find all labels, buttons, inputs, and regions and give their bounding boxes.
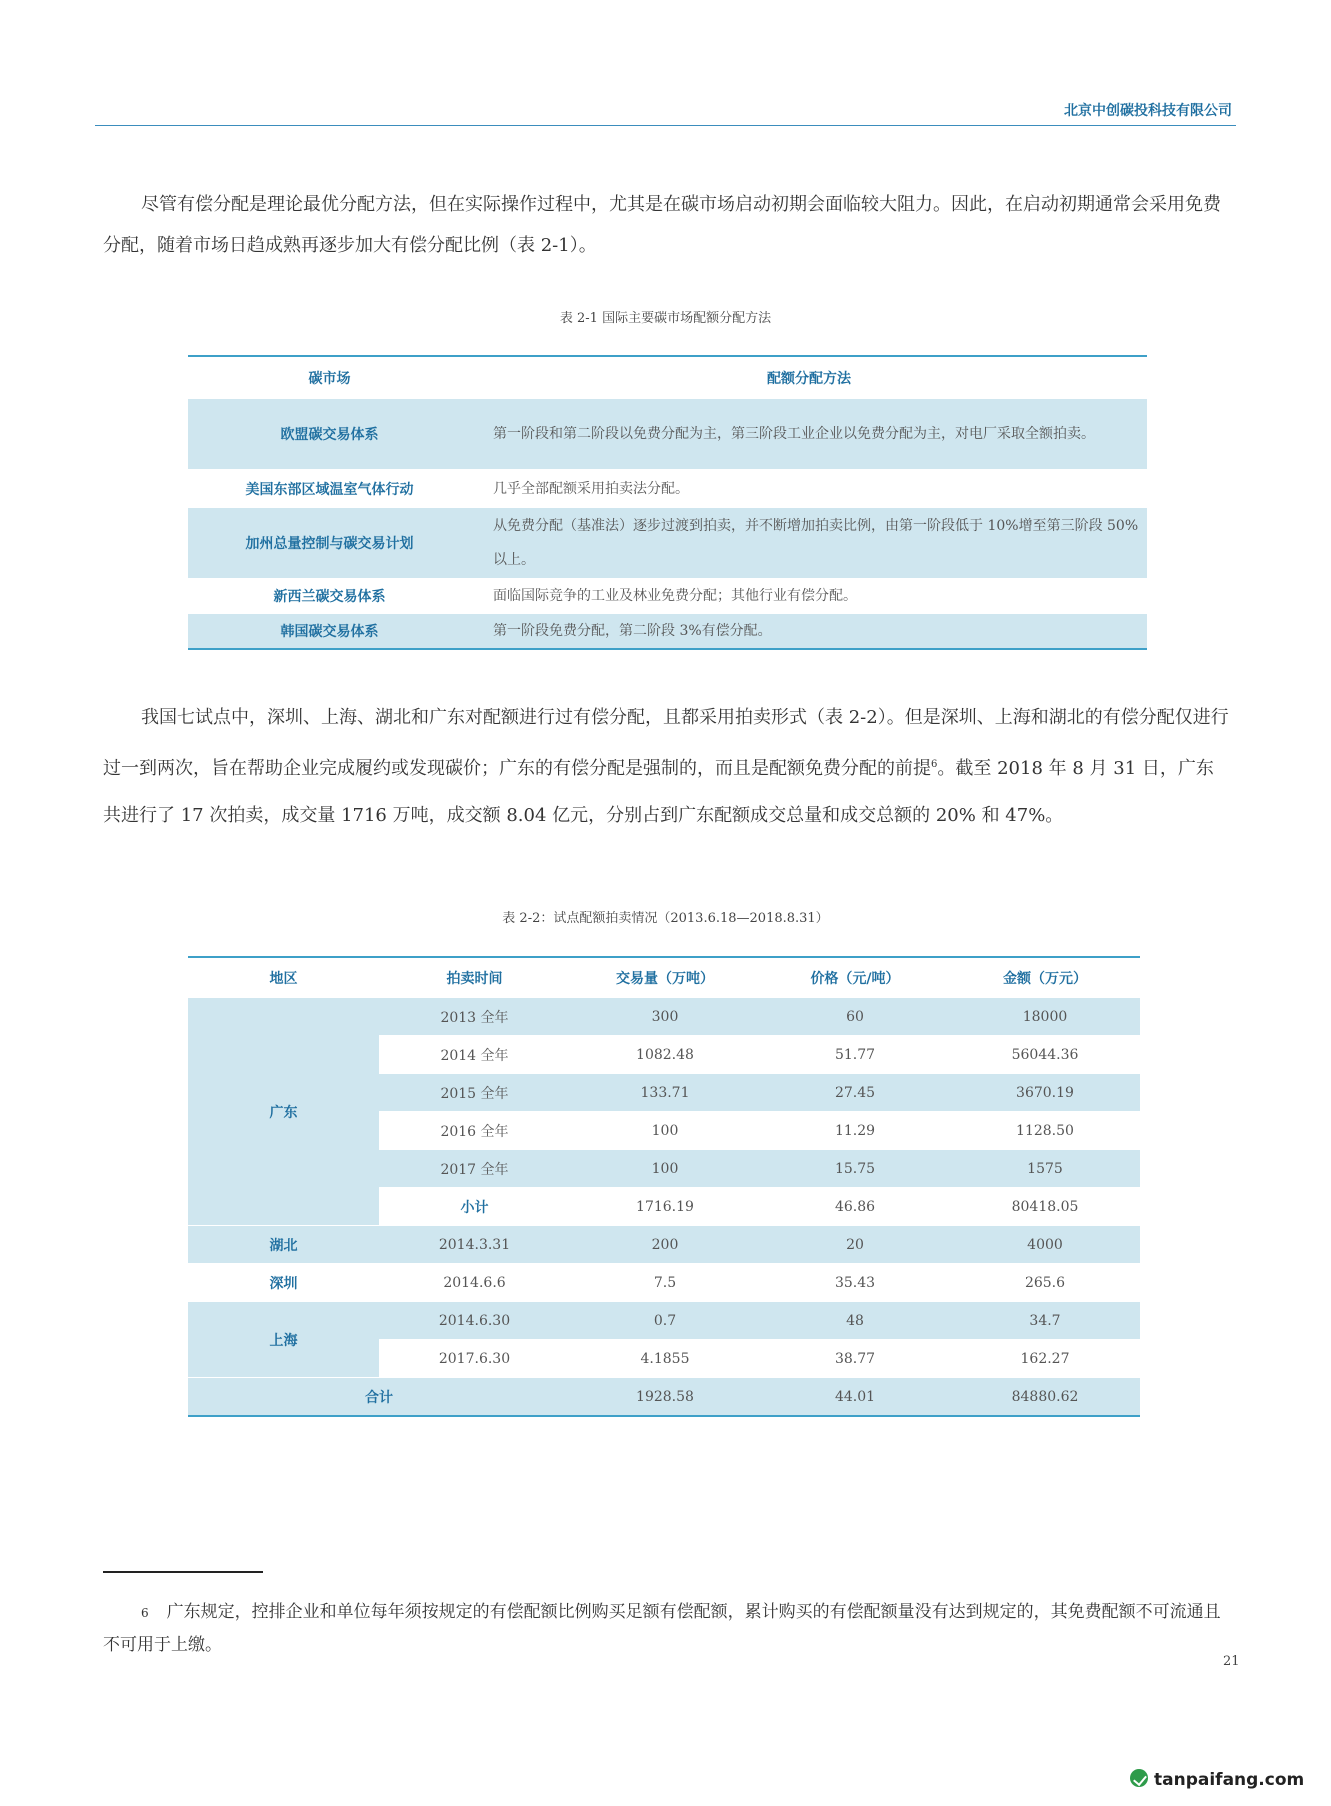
price: 60 — [760, 998, 950, 1036]
footnote-number: 6 — [141, 1606, 149, 1620]
price: 48 — [760, 1302, 950, 1340]
price: 15.75 — [760, 1150, 950, 1188]
allocation-method: 从免费分配（基准法）逐步过渡到拍卖，并不断增加拍卖比例，由第一阶段低于 10%增至第三阶段 50%以上。 — [493, 518, 1139, 568]
price: 27.45 — [760, 1074, 950, 1112]
amount: 34.7 — [950, 1302, 1140, 1340]
paragraph-2-text: 我国七试点中，深圳、上海、湖北和广东对配额进行过有偿分配，且都采用拍卖形式（表 2-2）。但是深圳、上海和湖北的有偿分配仅进行过一到两次，旨在帮助企业完成履约或发现碳价；广东的有偿分配是强制的，而且是配额免费分配的前提 — [103, 707, 1229, 779]
leaf-check-icon — [1130, 1769, 1148, 1787]
table-2-header-price: 价格（元/吨） — [810, 970, 900, 987]
table-2-header-region: 地区 — [269, 970, 298, 987]
market-name: 加州总量控制与碳交易计划 — [245, 536, 414, 552]
table-row — [188, 508, 1147, 579]
amount: 56044.36 — [950, 1036, 1140, 1074]
allocation-method: 面临国际竞争的工业及林业免费分配；其他行业有偿分配。 — [493, 588, 857, 604]
region-hubei: 湖北 — [188, 1226, 379, 1264]
price: 20 — [760, 1226, 950, 1264]
table-row-total — [188, 1378, 1140, 1417]
table-row — [188, 470, 1147, 508]
table-1-header-method: 配额分配方法 — [767, 370, 851, 387]
table-1-caption: 表 2-1 国际主要碳市场配额分配方法 — [559, 311, 772, 326]
company-name: 北京中创碳投科技有限公司 — [1064, 103, 1232, 119]
table-2-header-volume: 交易量（万吨） — [616, 970, 714, 987]
price: 38.77 — [760, 1340, 950, 1378]
auction-time: 2014.3.31 — [379, 1226, 570, 1264]
watermark-text: tanpaifang.com — [1154, 1770, 1305, 1790]
auction-time: 2017 全年 — [379, 1150, 570, 1188]
table-2-header-amount: 金额（万元） — [1003, 970, 1087, 987]
amount: 162.27 — [950, 1340, 1140, 1378]
table-1 — [188, 355, 1147, 650]
market-name: 新西兰碳交易体系 — [273, 589, 386, 605]
footnote-ref: 6 — [931, 759, 938, 770]
footnote — [103, 1596, 1231, 1661]
amount: 3670.19 — [950, 1074, 1140, 1112]
price: 44.01 — [760, 1378, 950, 1417]
footnote-text: 广东规定，控排企业和单位每年须按规定的有偿配额比例购买足额有偿配额，累计购买的有偿配额量没有达到规定的，其免费配额不可流通且不可用于上缴。 — [103, 1602, 1221, 1655]
table-1-header-market: 碳市场 — [308, 370, 351, 387]
amount: 80418.05 — [950, 1188, 1140, 1226]
market-name: 美国东部区域温室气体行动 — [245, 481, 414, 498]
amount: 84880.62 — [950, 1378, 1140, 1417]
volume: 1082.48 — [570, 1036, 760, 1074]
volume: 1928.58 — [570, 1378, 760, 1417]
auction-time: 2014 全年 — [379, 1036, 570, 1074]
paragraph-2-tail: 。截至 2018 年 8 月 31 日，广东共进行了 17 次拍卖，成交量 1716 万吨，成交额 8.04 亿元，分别占到广东配额成交总量和成交总额的 20% 和 47%。 — [103, 758, 1214, 826]
table-row — [188, 579, 1147, 614]
auction-time: 2017.6.30 — [379, 1340, 570, 1378]
subtotal-label: 小计 — [379, 1188, 570, 1226]
market-name: 韩国碳交易体系 — [280, 624, 379, 640]
amount: 1575 — [950, 1150, 1140, 1188]
market-name: 欧盟碳交易体系 — [280, 427, 379, 443]
table-2 — [188, 956, 1140, 1417]
auction-time: 2014.6.6 — [379, 1264, 570, 1302]
volume: 4.1855 — [570, 1340, 760, 1378]
table-row — [188, 1302, 1140, 1340]
total-label: 合计 — [188, 1378, 570, 1417]
region-shenzhen: 深圳 — [188, 1264, 379, 1302]
header-divider — [95, 125, 1236, 126]
paragraph-1 — [103, 184, 1231, 266]
volume: 100 — [570, 1112, 760, 1150]
amount: 18000 — [950, 998, 1140, 1036]
auction-time: 2015 全年 — [379, 1074, 570, 1112]
auction-time: 2013 全年 — [379, 998, 570, 1036]
auction-time: 2016 全年 — [379, 1112, 570, 1150]
price: 11.29 — [760, 1112, 950, 1150]
price: 35.43 — [760, 1264, 950, 1302]
region-shanghai: 上海 — [188, 1302, 379, 1378]
price: 51.77 — [760, 1036, 950, 1074]
paragraph-1-text: 尽管有偿分配是理论最优分配方法，但在实际操作过程中，尤其是在碳市场启动初期会面临较大阻力。因此，在启动初期通常会采用免费分配，随着市场日趋成熟再逐步加大有偿分配比例（表 2-1）。 — [103, 194, 1221, 256]
amount: 265.6 — [950, 1264, 1140, 1302]
amount: 4000 — [950, 1226, 1140, 1264]
watermark-logo — [1130, 1770, 1304, 1790]
footnote-divider — [103, 1571, 263, 1573]
page-number: 21 — [1223, 1654, 1240, 1669]
volume: 100 — [570, 1150, 760, 1188]
volume: 7.5 — [570, 1264, 760, 1302]
volume: 1716.19 — [570, 1188, 760, 1226]
table-row — [188, 1264, 1140, 1302]
volume: 0.7 — [570, 1302, 760, 1340]
allocation-method: 第一阶段和第二阶段以免费分配为主，第三阶段工业企业以免费分配为主，对电厂采取全额拍卖。 — [493, 426, 1095, 442]
volume: 300 — [570, 998, 760, 1036]
table-2-header-time: 拍卖时间 — [446, 970, 503, 987]
table-row — [188, 399, 1147, 470]
volume: 133.71 — [570, 1074, 760, 1112]
amount: 1128.50 — [950, 1112, 1140, 1150]
volume: 200 — [570, 1226, 760, 1264]
table-2-caption: 表 2-2：试点配额拍卖情况（2013.6.18—2018.8.31） — [502, 911, 829, 926]
allocation-method: 第一阶段免费分配，第二阶段 3%有偿分配。 — [493, 623, 772, 639]
table-row — [188, 614, 1147, 650]
allocation-method: 几乎全部配额采用拍卖法分配。 — [493, 480, 689, 497]
paragraph-2 — [103, 694, 1231, 839]
table-row — [188, 998, 1140, 1036]
table-row — [188, 1226, 1140, 1264]
price: 46.86 — [760, 1188, 950, 1226]
region-guangdong: 广东 — [188, 998, 379, 1226]
auction-time: 2014.6.30 — [379, 1302, 570, 1340]
